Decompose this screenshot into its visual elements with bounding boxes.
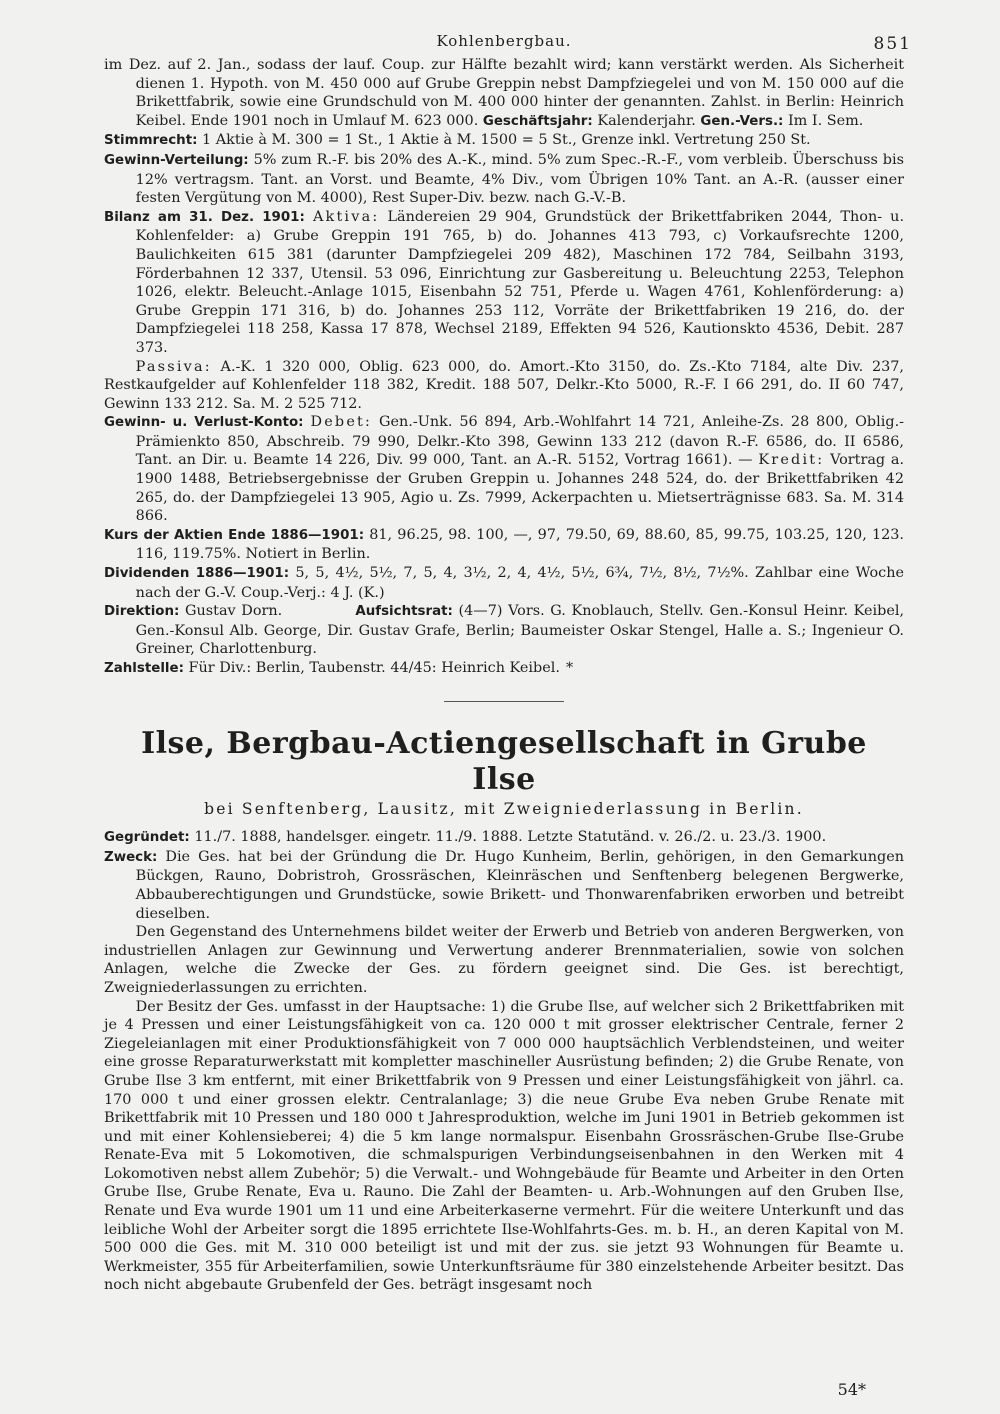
dividenden-entry bbox=[104, 564, 904, 602]
passiva-text: A.-K. 1 320 000, Oblig. 623 000, do. Amort.-Kto 3150, do. Zs.-Kto 7184, alte Div. 237, Restkaufgelder auf Kohlenfelder 118 382, Kredit. 188 507, Delkr.-Kto 5000, R.-F. I 66 291, do. II 60 747, Gewinn 133 212. Sa. M. 2 525 712. bbox=[104, 358, 904, 412]
intro-text: im Dez. auf 2. Jan., sodass der lauf. Coup. zur Hälfte bezahlt wird; kann verstärkt werden. Als Sicherheit dienen 1. Hypoth. von M. 450 000 auf Grube Greppin nebst Dampfziegelei und von M. 150 000 auf die Brikettfabrik, sowie eine Grundschuld von M. 400 000 hinter der genannten. Zahlst. in Berlin: Heinrich Keibel. Ende 1901 noch in Umlauf M. 623 000. bbox=[104, 57, 904, 129]
passiva-label: Passiva: bbox=[135, 358, 212, 375]
stimmrecht-text: 1 Aktie à M. 300 = 1 St., 1 Aktie à M. 1500 = 5 St., Grenze inkl. Vertretung 250 St. bbox=[202, 132, 811, 149]
company-title: Ilse, Bergbau-Actiengesellschaft in Grube Ilse bbox=[141, 725, 867, 797]
gegenstand-paragraph: Den Gegenstand des Unternehmens bildet weiter der Erwerb und Betrieb von anderen Bergwerken, von industriellen Anlagen zur Gewinnung und Verwertung anderer Brennmaterialien, sowie von solchen Anlagen, welche die Zwecke der Ges. zu fördern geeignet sind. Die Ges. ist berechtigt, Zweigniederlassungen zu errichten. bbox=[104, 924, 904, 996]
section-divider bbox=[444, 701, 564, 702]
page-body bbox=[104, 56, 904, 1295]
signature-mark: 54* bbox=[837, 1380, 866, 1399]
zweck-text: Die Ges. hat bei der Gründung die Dr. Hugo Kunheim, Berlin, gehörigen, in den Gemarkungen Bückgen, Rauno, Dobristroh, Grossräschen, Kleinräschen und Senftenberg belegenen Bergwerke, Abbauberechtigungen und Grundstücke, sowie Brikett- und Thonwarenfabriken erworben und betreibt dieselben. bbox=[135, 848, 905, 922]
aufsichtsrat-label: Aufsichtsrat: bbox=[355, 604, 453, 620]
gewinn-verteilung-text: 5% zum R.-F. bis 20% des A.-K., mind. 5% zum Spec.-R.-F., vom verbleib. Überschuss bis 12% vertragsm. Tant. an Vorst. und Beamte, 4% Div., vom Übrigen 10% Tant. an A.-R. (ausser einer festen Vergütung von M. 4000), Rest Super-Div. bezw. nach G.-V.-B. bbox=[135, 151, 905, 207]
kurs-entry bbox=[104, 526, 904, 564]
guv-label: Gewinn- u. Verlust-Konto: bbox=[104, 415, 304, 431]
bilanz-entry bbox=[104, 208, 904, 358]
besitz-paragraph: Der Besitz der Ges. umfasst in der Hauptsache: 1) die Grube Ilse, auf welcher sich 2 Brikettfabriken mit je 4 Pressen und einer Leistungsfähigkeit von ca. 120 000 t mit grosser elektrischer Centrale, ferner 2 Ziegeleianlagen mit einer Produktionsfähigkeit von 7 000 000 hauptsächlich Verblendsteinen, und weiter eine grosse Reparaturwerkstatt mit kompletter maschineller Ausrüstung befinden; 2) die Grube Renate, von Grube Ilse 3 km entfernt, mit einer Brikettfabrik von 9 Pressen und einer Leistungsfähigkeit von jährl. ca. 170 000 t und einer grossen elektr. Centralanlage; 3) die neue Grube Eva neben Grube Renate mit Brikettfabrik mit 10 Pressen und 180 000 t Jahresproduktion, welche im Juni 1901 in Betrieb gekommen ist und mit einer Kohlensieberei; 4) die 5 km lange normalspur. Eisenbahn Grossräschen-Grube Ilse-Grube Renate-Eva mit 5 Lokomotiven, die schmalspurigen Verbindungseisenbahnen in den Werken mit 4 Lokomotiven nebst allem Zubehör; 5) die Verwalt.- und Wohngebäude für Beamte und Arbeiter in den Orten Grube Ilse, Grube Renate, Eva u. Rauno. Die Zahl der Beamten- u. Arb.-Wohnungen auf den Gruben Ilse, Renate und Eva wurde 1901 um 11 und eine Arbeiterkaserne vermehrt. Für die weitere Unterkunft und das leibliche Wohl der Arbeiter sorgt die 1895 errichtete Ilse-Wohlfahrts-Ges. m. b. H., an deren Kapital von M. 500 000 die Ges. mit M. 310 000 beteiligt ist und mit der zus. sie jetzt 93 Wohnungen für Beamte u. Werkmeister, 355 für Arbeiterfamilien, sowie Unterkunftsräume für 380 einzelstehende Arbeiter besitzt. Das noch nicht abgebaute Grubenfeld der Ges. beträgt insgesamt noch bbox=[104, 998, 904, 1294]
aktiva-text: Ländereien 29 904, Grundstück der Brikettfabriken 2044, Thon- u. Kohlenfelder: a) Grube Greppin 191 765, b) do. Johannes 413 793, c) Vorkaufsrechte 1200, Baulichkeiten 615 381 (darunter Dampfziegelei 209 482), Maschinen 172 784, Seilbahn 3193, Förderbahnen 12 337, Utensil. 53 096, Einrichtung zur Gasbereitung u. Beleuchtung 2253, Telephon 1026, elektr. Beleucht.-Anlage 1015, Eisenbahn 52 751, Pferde u. Wagen 4761, Kohlenförderung: a) Grube Greppin 171 316, b) do. Johannes 253 112, Vorräte der Brikettfabriken 19 216, do. der Dampfziegelei 118 258, Kassa 17 878, Wechsel 2189, Effekten 94 526, Kautionskto 4536, Debit. 287 373. bbox=[135, 208, 905, 356]
kredit-label: Kredit: bbox=[758, 452, 825, 469]
kurs-text: 81, 96.25, 98. 100, —, 97, 79.50, 69, 88.60, 85, 99.75, 103.25, 120, 123. 116, 119.75%. Notiert in Berlin. bbox=[135, 526, 904, 563]
stimmrecht-entry bbox=[104, 131, 904, 151]
zweck-entry bbox=[104, 848, 904, 923]
bilanz-label: Bilanz am 31. Dez. 1901: bbox=[104, 209, 305, 225]
zahlstelle-label: Zahlstelle: bbox=[104, 661, 184, 676]
direktion-text: Gustav Dorn. bbox=[185, 603, 283, 620]
direktion-label: Direktion: bbox=[104, 604, 180, 620]
debet-label: Debet: bbox=[310, 414, 373, 431]
zweck-label: Zweck: bbox=[104, 849, 158, 865]
aufsichtsrat-text: (4—7) Vors. G. Knoblauch, Stellv. Gen.-Konsul Heinr. Keibel, Gen.-Konsul Alb. George, Dir. Gustav Grafe, Berlin; Baumeister Oskar Stengel, Halle a. S.; Ingenieur O. Greiner, Charlottenburg. bbox=[135, 603, 905, 658]
zahlstelle-text: Für Div.: Berlin, Taubenstr. 44/45: Heinrich Keibel. bbox=[188, 660, 560, 676]
kurs-label: Kurs der Aktien Ende 1886—1901: bbox=[104, 527, 365, 543]
guv-entry bbox=[104, 413, 904, 526]
intro-paragraph bbox=[104, 56, 904, 131]
company-subtitle: bei Senftenberg, Lausitz, mit Zweigniederlassung in Berlin. bbox=[204, 799, 804, 818]
aktiva-label: Aktiva: bbox=[312, 208, 380, 225]
page-number: 851 bbox=[873, 34, 912, 54]
stimmrecht-label: Stimmrecht: bbox=[104, 133, 198, 149]
debet-text: Gen.-Unk. 56 894, Arb.-Wohlfahrt 14 721, Anleihe-Zs. 28 800, Oblig.-Prämienkto 850, Abschreib. 79 990, Delkr.-Kto 398, Gewinn 133 212 (davon R.-F. 6586, do. II 6586, Tant. an Dir. u. Beamte 14 226, Div. 99 000, Tant. an A.-R. 5152, Vortrag 1661). — bbox=[135, 414, 905, 469]
geschaeftsjahr-text: Kalenderjahr. bbox=[597, 112, 696, 129]
gen-vers-text: Im I. Sem. bbox=[788, 112, 864, 129]
geschaeftsjahr-label: Geschäftsjahr: bbox=[482, 113, 593, 129]
end-asterisk: * bbox=[565, 660, 574, 676]
gegruendet-label: Gegründet: bbox=[104, 830, 190, 846]
gewinn-verteilung-label: Gewinn-Verteilung: bbox=[104, 152, 249, 168]
dividenden-text: 5, 5, 4½, 5½, 7, 5, 4, 3½, 2, 4, 4½, 5½, 6¾, 7½, 8½, 7½%. Zahlbar eine Woche nach der G.-V. Coup.-Verj.: 4 J. (K.) bbox=[135, 565, 904, 601]
page-header bbox=[104, 28, 912, 56]
running-title: Kohlenbergbau. bbox=[436, 32, 572, 50]
gegruendet-entry bbox=[104, 828, 904, 848]
gen-vers-label: Gen.-Vers.: bbox=[700, 113, 784, 129]
gewinn-verteilung-entry bbox=[104, 151, 904, 208]
gegruendet-text: 11./7. 1888, handelsger. eingetr. 11./9. 1888. Letzte Statutänd. v. 26./2. u. 23./3. 1900. bbox=[194, 829, 827, 846]
direktion-entry bbox=[104, 602, 904, 659]
dividenden-label: Dividenden 1886—1901: bbox=[104, 566, 290, 582]
zahlstelle-entry bbox=[104, 659, 904, 679]
kredit-text: Vortrag a. 1900 1488, Betriebsergebnisse der Gruben Greppin u. Johannes 248 524, do. der Brikettfabriken 42 265, do. der Dampfziegelei 13 905, Agio u. Zs. 7999, Ackerpachten u. Mietserträgnisse 683. Sa. M. 314 866. bbox=[135, 452, 905, 525]
passiva-paragraph bbox=[104, 358, 904, 414]
